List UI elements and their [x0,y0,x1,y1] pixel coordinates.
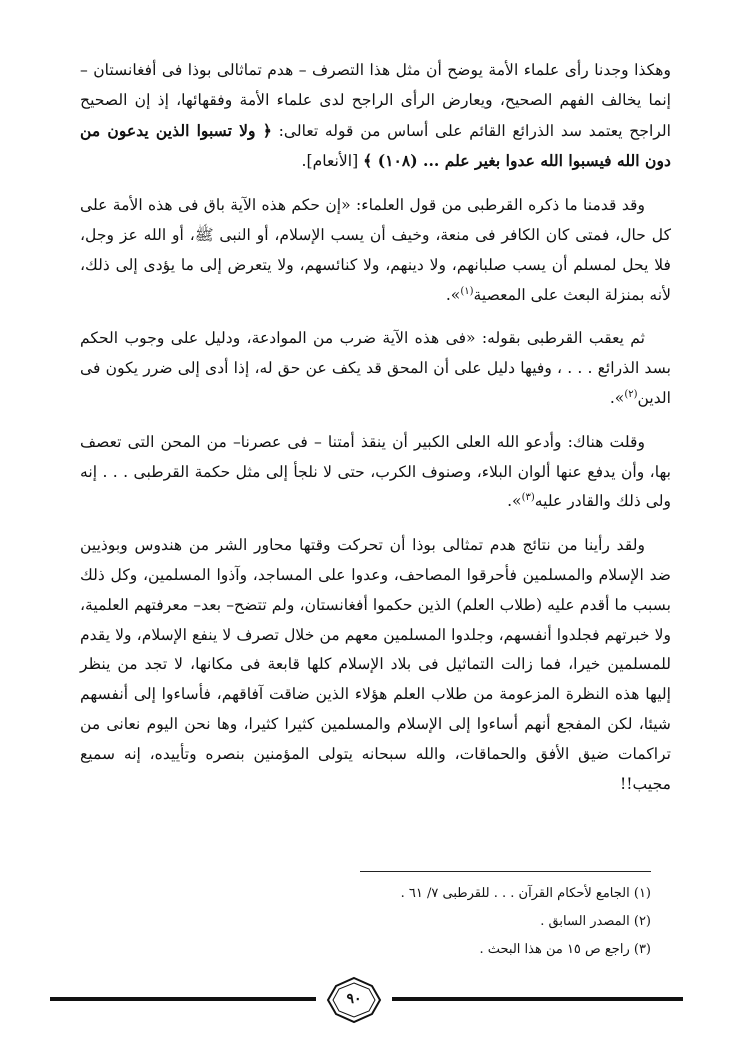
paragraph-4 [80,428,671,517]
paragraph-5 [80,531,671,799]
paragraph-3 [80,324,671,413]
footnote-1: (١) الجامع لأحكام القرآن . . . للقرطبى ٧/ ٦١ . [400,886,651,901]
footnote-3: (٣) راجع ص ١٥ من هذا البحث . [479,942,651,957]
paragraph-2-text: وقد قدمنا ما ذكره القرطبى من قول العلماء: «إن حكم هذه الآية باق فى هذه الأمة على كل حال، فمتى كان الكافر فى منعة، وخيف أن يسب الإسلام، أو النبى ﷺ، أو الله عز وجل، فلا يحل لمسلم أن يسب صلبانهم، ولا دينهم، ولا كنائسهم، ولا يتعرض إلى ما يؤدى إلى ذلك، لأنه بمنزلة البعث على المعصية [80,196,671,304]
footnote-separator [360,871,651,872]
paragraph-5-text: ولقد رأينا من نتائج هدم تمثالى بوذا أن تحركت وقتها محاور الشر من هندوس وبوذيين ضد الإسلام والمسلمين فأحرقوا المصاحف، وعدوا على المساجد، وآذوا المسلمين، وكل ذلك بسبب ما أقدم عليه (طلاب العلم) الذين حكموا أفغانستان، ولم تتضح– بعد– معرفتهم العلمية، ولا خبرتهم فجلدوا أنفسهم، وجلدوا المسلمين معهم من خلال تصرف لا ينفع الإسلام، ولا يقدم للمسلمين خيرا، فما زالت التماثيل فى بلاد الإسلام كلها قابعة فى مكانها، لا تجد من ينظر إليها هذه النظرة المزعومة من طلاب العلم هؤلاء الذين ضاقت آفاقهم، فأساءوا إلى أنفسهم شيئا، لكن المفجع أنهم أساءوا إلى الإسلام والمسلمين كثيرا كثيرا، وها نحن اليوم نعانى من تراكمات ضيق الأفق والحماقات، والله سبحانه يتولى المؤمنين بنصره وتأييده، إنه سميع مجيب!! [80,536,671,793]
paragraph-4-text: وقلت هناك: وأدعو الله العلى الكبير أن ينقذ أمتنا – فى عصرنا– من المحن التى تعصف بها، وأن يدفع عنها ألوان البلاء، وصنوف الكرب، حتى لا نلجأ إلى مثل حكمة القرطبى . . . إنه ولى ذلك والقادر عليه [80,432,671,511]
footnote-ref-1: (١) [460,285,474,297]
footnotes [200,880,651,964]
footnote-2: (٢) المصدر السابق . [540,914,651,929]
paragraph-2 [80,191,671,310]
quran-verse: ﴿ ولا تسبوا الذين يدعون من دون الله فيسبوا الله عدوا بغير علم ... (١٠٨) ﴾ [80,120,671,171]
footnote-ref-3: (٣) [521,492,535,504]
verse-source: [الأنعام]. [301,152,359,171]
page-number: ٩٠ [346,991,362,1007]
paragraph-3-text: ثم يعقب القرطبى بقوله: «فى هذه الآية ضرب من الموادعة، ودليل على وجوب الحكم بسد الذرائع . . . ، وفيها دليل على أن المحق قد يكف عن حق له، إذا أدى إلى ضرر يكون فى الدين [80,329,671,407]
footnote-ref-2: (٢) [624,388,638,400]
paragraph-1 [80,56,671,177]
paragraph-4-tail: ». [507,492,522,511]
paragraph-3-tail: ». [609,388,625,407]
main-text [80,56,671,799]
paragraph-2-tail: ». [445,285,461,304]
paragraph-1-text: وهكذا وجدنا رأى علماء الأمة يوضح أن مثل هذا التصرف – هدم تماثالى بوذا فى أفغانستان – إنما يخالف الفهم الصحيح، ويعارض الرأى الراجح لدى علماء الأمة وفقهائها، إذ إن الصحيح الراجح يعتمد سد الذرائع القائم على أساس من قوله تعالى: [80,61,671,140]
